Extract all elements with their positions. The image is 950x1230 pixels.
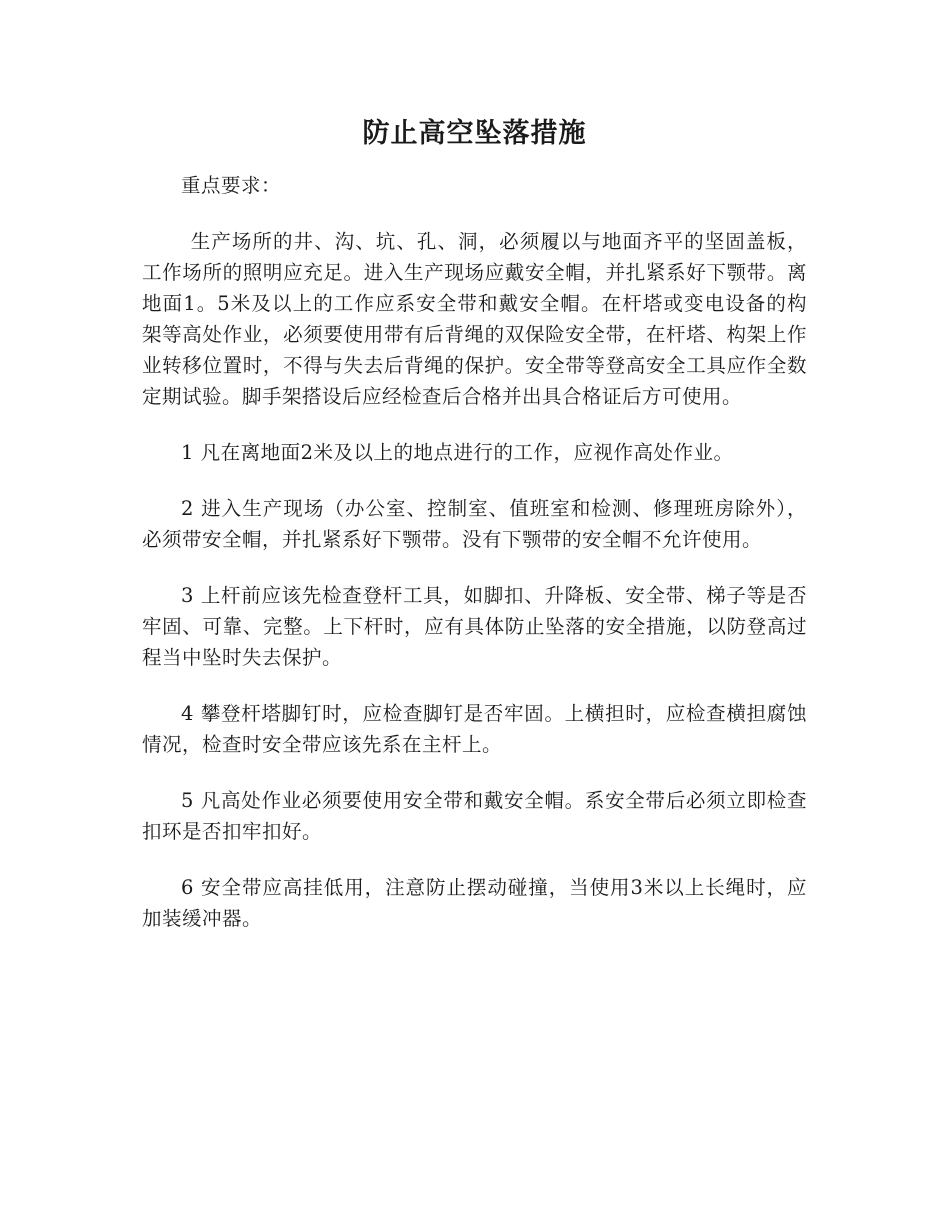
document-title: 防止高空坠落措施 — [362, 118, 587, 149]
rule-item-2: 2 进入生产现场（办公室、控制室、值班室和检测、修理班房除外），必须带安全帽，并扎紧系好下颚带。没有下颚带的安全帽不允许使用。 — [142, 497, 807, 551]
rule-item-3: 3 上杆前应该先检查登杆工具，如脚扣、升降板、安全带、梯子等是否牢固、可靠、完整。上下杆时，应有具体防止坠落的安全措施，以防登高过程当中坠时失去保护。 — [142, 584, 807, 669]
rule-item-5: 5 凡高处作业必须要使用安全带和戴安全帽。系安全带后必须立即检查扣环是否扣牢扣好。 — [142, 789, 807, 843]
document-body — [142, 112, 807, 959]
rule-item-4: 4 攀登杆塔脚钉时，应检查脚钉是否牢固。上横担时，应检查横担腐蚀情况，检查时安全带应该先系在主杆上。 — [142, 702, 807, 756]
rule-item-1: 1 凡在离地面2米及以上的地点进行的工作，应视作高处作业。 — [181, 441, 734, 464]
rule-item-6: 6 安全带应高挂低用，注意防止摆动碰撞，当使用3米以上长绳时，应加装缓冲器。 — [142, 876, 807, 930]
intro-paragraph: 生产场所的井、沟、坑、孔、洞，必须履以与地面齐平的坚固盖板，工作场所的照明应充足。进入生产现场应戴安全帽，并扎紧系好下颚带。离地面1。5米及以上的工作应系安全带和戴安全帽。在杆塔或变电设备的构架等高处作业，必须要使用带有后背绳的双保险安全带，在杆塔、构架上作业转移位置时，不得与失去后背绳的保护。安全带等登高安全工具应作全数定期试验。脚手架搭设后应经检查后合格并出具合格证后方可使用。 — [142, 230, 807, 408]
key-requirements-heading: 重点要求： — [181, 174, 282, 197]
